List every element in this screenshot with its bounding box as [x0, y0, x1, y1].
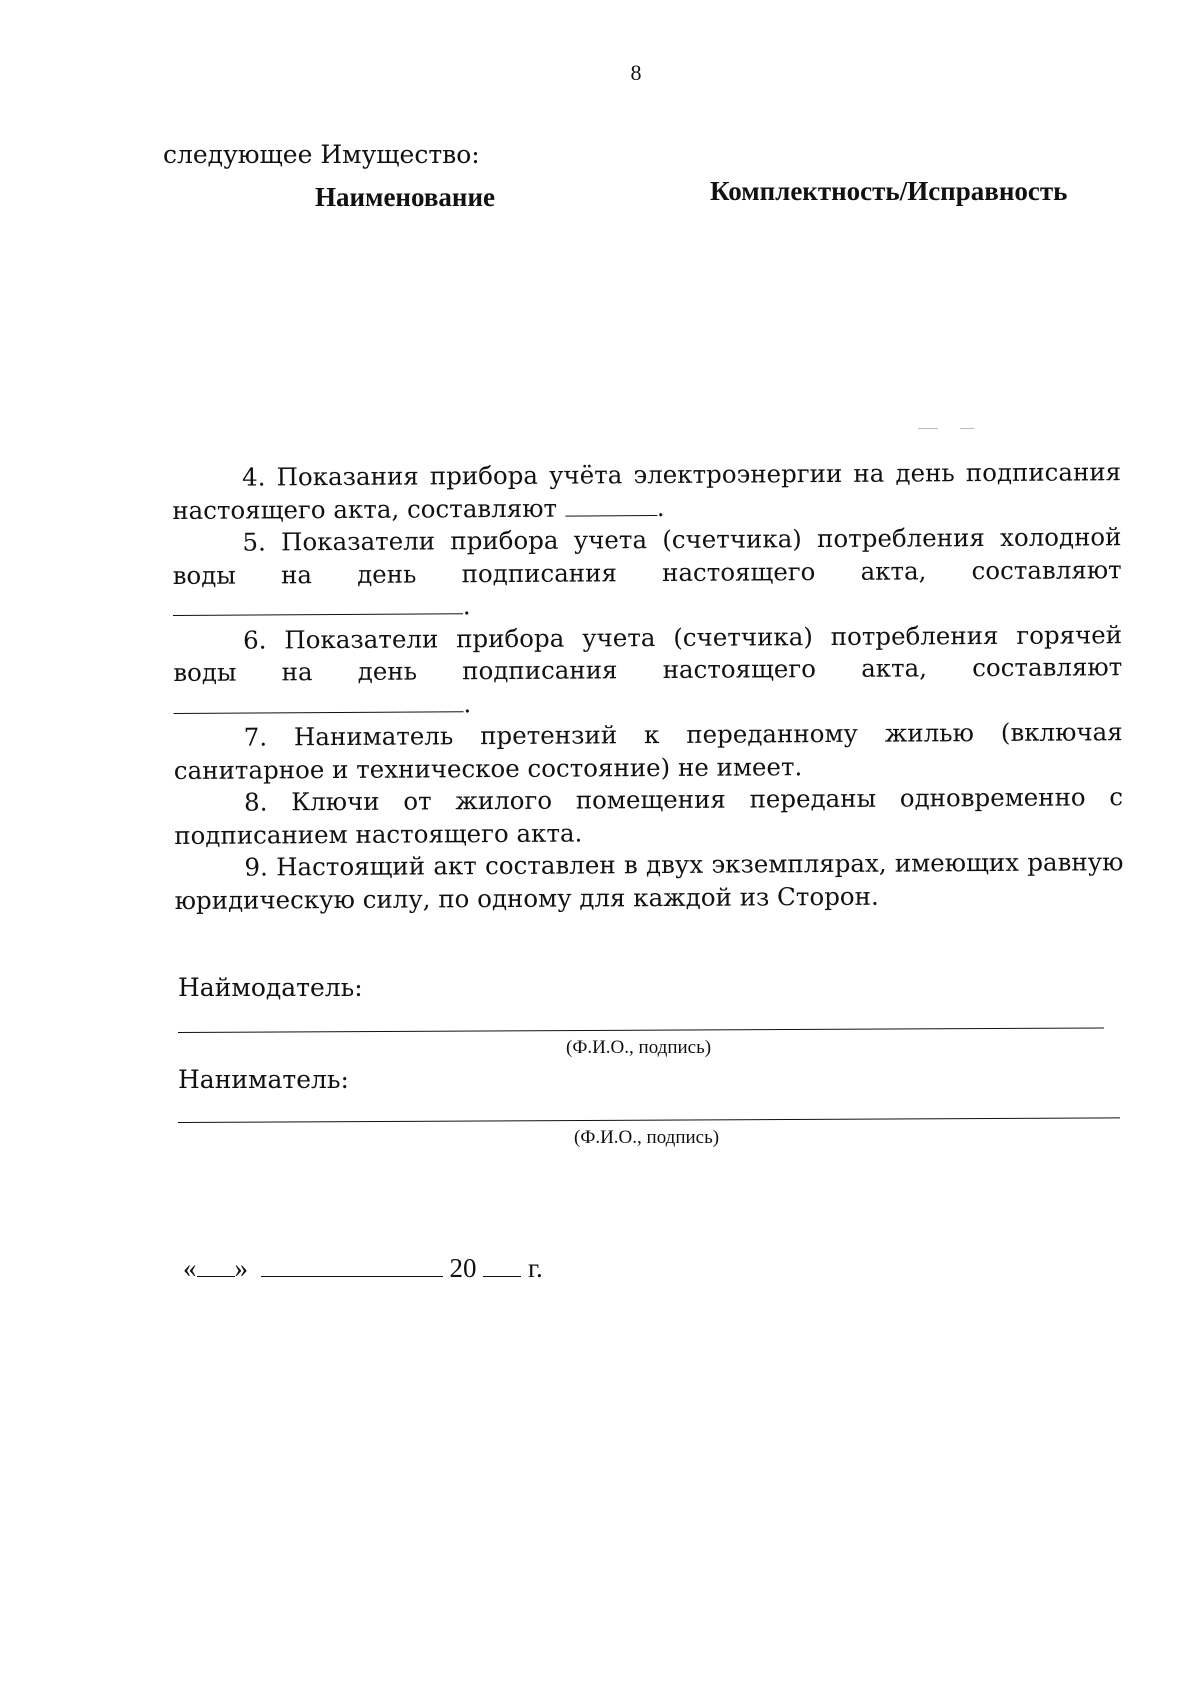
- page-number: 8: [630, 60, 642, 85]
- act-clauses: [172, 456, 1124, 917]
- landlord-label: Наймодатель:: [178, 973, 363, 1002]
- clause-7: 7. Наниматель претензий к переданному жилью (включая санитарное и техническое состояние) не имеет.: [173, 717, 1123, 785]
- property-intro: следующее Имущество:: [163, 140, 480, 169]
- date-open-quote: «: [183, 1253, 197, 1283]
- tenant-signature-caption: (Ф.И.О., подпись): [574, 1127, 720, 1148]
- date-close-quote: »: [234, 1253, 248, 1283]
- clause-end: .: [463, 688, 472, 718]
- scan-artifact: [918, 428, 938, 429]
- year-suffix: г.: [528, 1253, 543, 1283]
- clause-9: 9. Настоящий акт составлен в двух экземплярах, имеющих равную юридическую силу, по одному для каждой из Сторон.: [174, 847, 1124, 915]
- landlord-signature-line[interactable]: [178, 1027, 1104, 1033]
- tenant-label: Наниматель:: [178, 1065, 349, 1094]
- month-blank[interactable]: [261, 1256, 443, 1277]
- fill-in-blank[interactable]: [173, 591, 463, 616]
- fill-in-blank[interactable]: [173, 689, 463, 714]
- clause-4: [172, 456, 1121, 527]
- clause-text: 6. Показатели прибора учета (счетчика) потребления горячей воды на день подписания настоящего акта, составляют: [173, 619, 1123, 687]
- year-prefix: 20: [449, 1253, 477, 1283]
- clause-8: 8. Ключи от жилого помещения переданы одновременно с подписанием настоящего акта.: [174, 782, 1124, 850]
- tenant-signature-line[interactable]: [178, 1117, 1120, 1123]
- day-blank[interactable]: [197, 1256, 235, 1277]
- clause-end: .: [462, 591, 471, 621]
- fill-in-blank[interactable]: [565, 493, 657, 517]
- clause-5: [172, 521, 1122, 624]
- clause-6: [173, 619, 1123, 722]
- column-header-name: Наименование: [315, 182, 495, 212]
- clause-end: .: [656, 492, 665, 522]
- clause-text: 5. Показатели прибора учета (счетчика) потребления холодной воды на день подписания настоящего акта, составляют: [172, 522, 1122, 590]
- clause-text: 4. Показания прибора учёта электроэнергии на день подписания настоящего акта, составляют: [172, 457, 1122, 525]
- scan-artifact: [960, 428, 974, 429]
- signing-date: [183, 1253, 543, 1284]
- landlord-signature-caption: (Ф.И.О., подпись): [566, 1037, 712, 1058]
- year-blank[interactable]: [483, 1256, 521, 1277]
- column-header-condition: Комплектность/Исправность: [710, 176, 1068, 206]
